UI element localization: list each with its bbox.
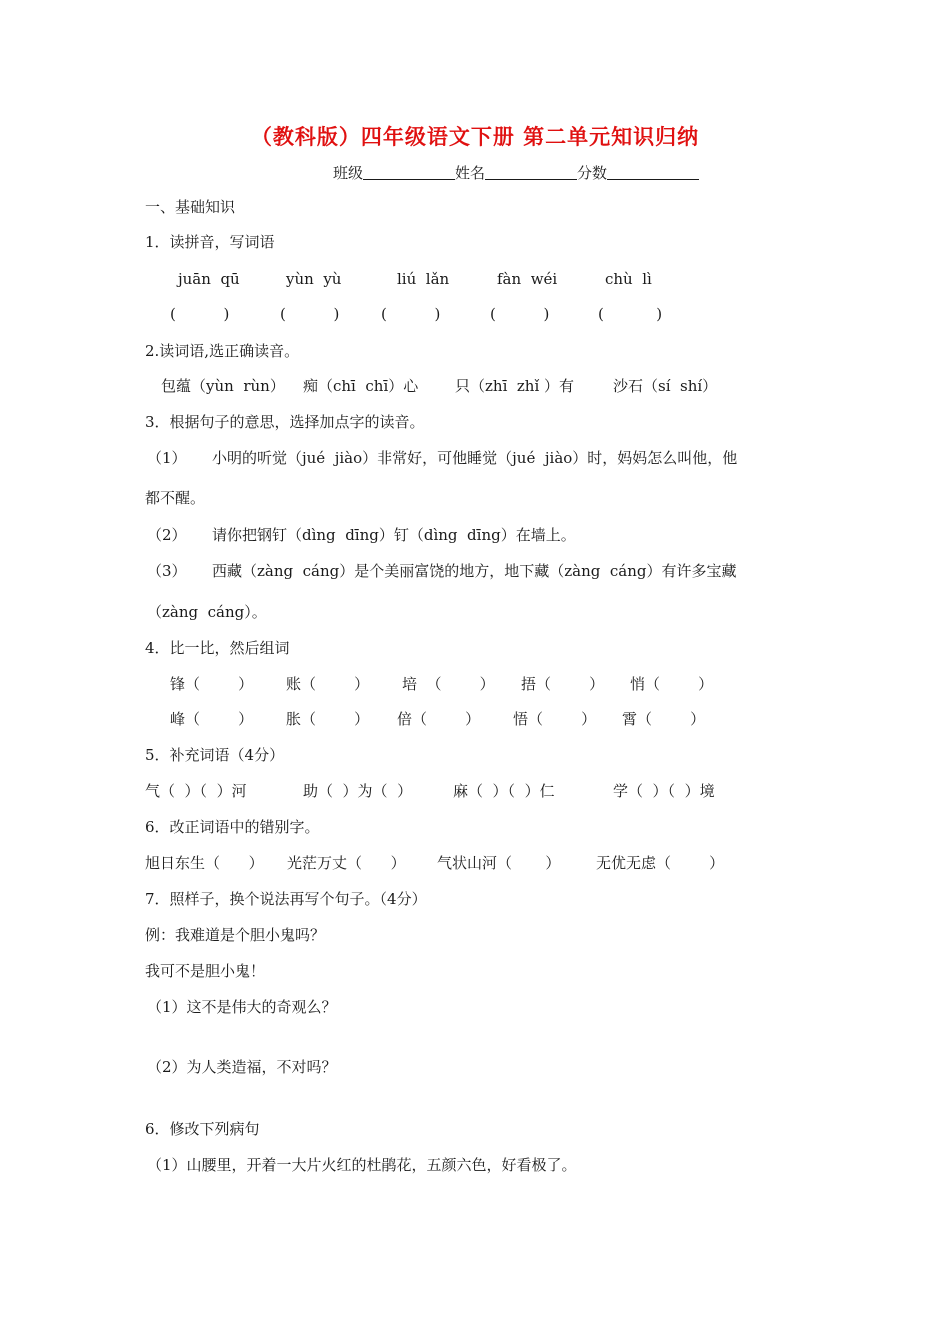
q7-sentence-2: （2）为人类造福，不对吗？ — [147, 1058, 337, 1076]
student-info-row — [333, 163, 699, 183]
q6-item-4[interactable]: 无优无虑（ ） — [596, 854, 725, 872]
q3-label: 3．根据句子的意思，选择加点字的读音。 — [145, 413, 425, 431]
q4-row2-1[interactable]: 峰（ ） — [170, 710, 254, 728]
q2-item-3: 只（zhī zhǐ ）有 — [455, 377, 575, 395]
q5-item-4[interactable]: 学（ ）（ ）境 — [613, 782, 715, 800]
score-blank[interactable] — [607, 164, 699, 180]
q2-item-4: 沙石（sí shí） — [613, 377, 718, 395]
q1-pinyin-2: yùn yù — [286, 270, 342, 288]
q8-label: 6．修改下列病句 — [145, 1120, 260, 1138]
q1-answer-1[interactable]: ( ) — [170, 305, 230, 323]
q2-label: 2.读词语,选正确读音。 — [145, 342, 300, 360]
q1-pinyin-1: juān qū — [178, 270, 240, 288]
q1-answer-5[interactable]: ( ) — [598, 305, 663, 323]
q5-label: 5．补充词语（4分） — [145, 746, 285, 764]
q6-item-1[interactable]: 旭日东生（ ） — [145, 854, 264, 872]
q6-label: 6．改正词语中的错别字。 — [145, 818, 320, 836]
q5-item-3[interactable]: 麻（ ）（ ）仁 — [453, 782, 555, 800]
q1-answer-3[interactable]: ( ) — [381, 305, 441, 323]
q3-s3-continued: （zàng cáng）。 — [147, 603, 267, 621]
q7-example: 例：我难道是个胆小鬼吗？ — [145, 926, 326, 944]
q1-answer-4[interactable]: ( ) — [490, 305, 550, 323]
q3-s3-text: 西藏（zàng cáng）是个美丽富饶的地方，地下藏（zàng cáng）有许多宝藏 — [212, 562, 737, 580]
q1-pinyin-4: fàn wéi — [497, 270, 558, 288]
name-label: 姓名 — [455, 164, 486, 182]
q4-label: 4．比一比，然后组词 — [145, 639, 290, 657]
q4-row2-5[interactable]: 霄（ ） — [622, 710, 706, 728]
q7-example-answer: 我可不是胆小鬼！ — [145, 962, 266, 980]
q3-s1-text: 小明的听觉（jué jiào）非常好，可他睡觉（jué jiào）时，妈妈怎么叫他，他 — [212, 449, 738, 467]
q3-s1-continued: 都不醒。 — [145, 489, 206, 507]
score-label: 分数 — [577, 164, 608, 182]
q4-row1-3[interactable]: 培 （ ） — [402, 675, 495, 693]
q4-row1-4[interactable]: 捂（ ） — [521, 675, 605, 693]
q4-row1-1[interactable]: 锋（ ） — [170, 675, 254, 693]
q4-row1-5[interactable]: 悄（ ） — [630, 675, 714, 693]
q8-sentence-1: （1）山腰里，开着一大片火红的杜鹃花，五颜六色，好看极了。 — [147, 1156, 577, 1174]
q5-item-2[interactable]: 助（ ）为（ ） — [303, 782, 413, 800]
q3-s2-number: （2） — [147, 526, 187, 544]
name-blank[interactable] — [485, 164, 577, 180]
class-blank[interactable] — [363, 164, 455, 180]
q7-sentence-1: （1）这不是伟大的奇观么？ — [147, 998, 337, 1016]
q5-item-1[interactable]: 气（ ）（ ）河 — [145, 782, 247, 800]
q4-row1-2[interactable]: 账（ ） — [286, 675, 370, 693]
q1-answer-2[interactable]: ( ) — [280, 305, 340, 323]
q1-label: 1．读拼音，写词语 — [145, 233, 275, 251]
q2-item-1: 包蕴（yùn rùn） — [161, 377, 285, 395]
section-heading: 一、基础知识 — [145, 198, 236, 216]
q3-s1-number: （1） — [147, 449, 187, 467]
q4-row2-2[interactable]: 胀（ ） — [286, 710, 370, 728]
q6-item-2[interactable]: 光茫万丈（ ） — [287, 854, 406, 872]
q1-pinyin-3: liú lǎn — [397, 270, 450, 288]
q4-row2-3[interactable]: 倍（ ） — [397, 710, 481, 728]
class-label: 班级 — [333, 164, 364, 182]
document-title: （教科版）四年级语文下册 第二单元知识归纳 — [250, 124, 700, 149]
q7-label: 7．照样子，换个说法再写个句子。（4分） — [145, 890, 427, 908]
q3-s3-number: （3） — [147, 562, 187, 580]
q3-s2-text: 请你把钢钉（dìng dīng）钉（dìng dīng）在墙上。 — [212, 526, 576, 544]
q2-item-2: 痴（chī chī）心 — [303, 377, 419, 395]
q4-row2-4[interactable]: 悟（ ） — [513, 710, 597, 728]
q6-item-3[interactable]: 气状山河（ ） — [437, 854, 561, 872]
q1-pinyin-5: chù lì — [605, 270, 652, 288]
